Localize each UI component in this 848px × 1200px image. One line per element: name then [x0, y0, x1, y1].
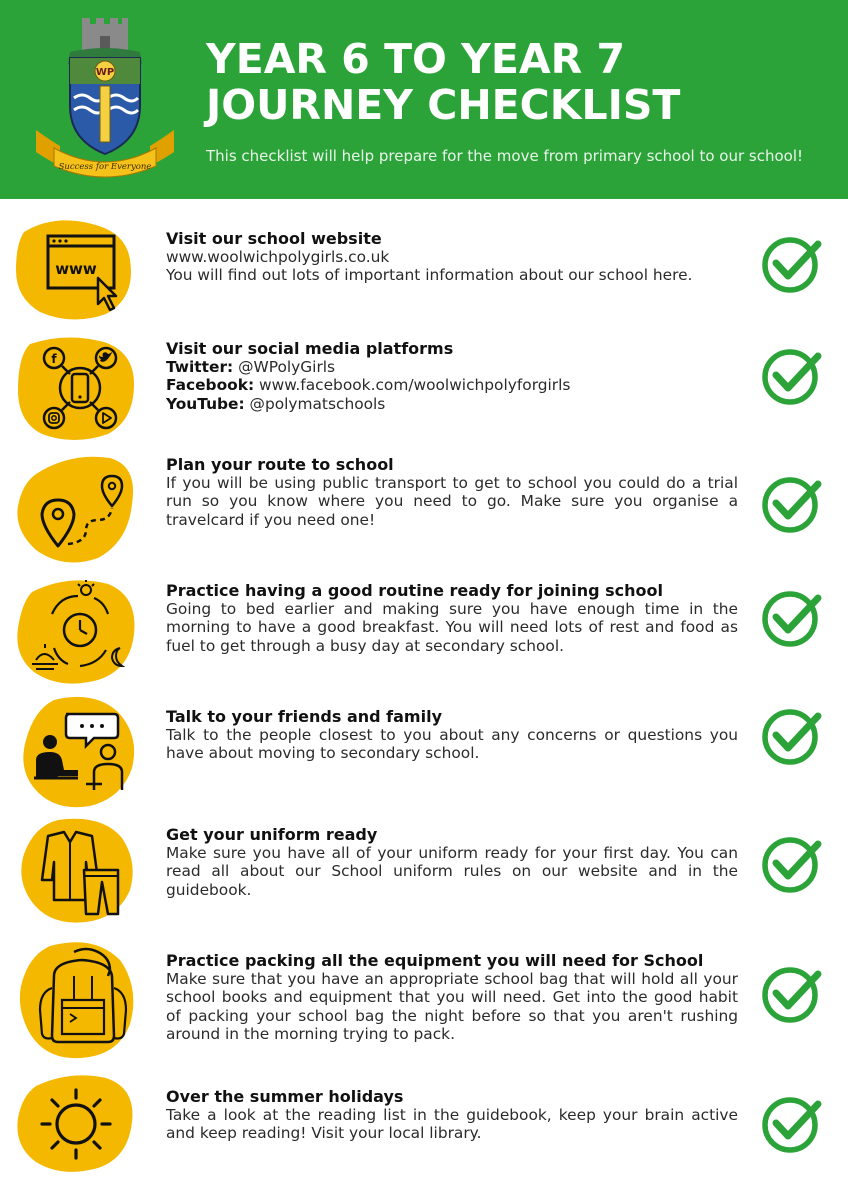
checklist-item-route [0, 446, 848, 570]
item-heading: Practice packing all the equipment you will need for School [166, 951, 704, 970]
checklist-item-friends-family [0, 690, 848, 812]
youtube-handle: @polymatschools [249, 394, 386, 413]
item-text [166, 826, 738, 899]
page-subtitle: This checklist will help prepare for the move from primary school to our school! [206, 147, 803, 165]
daily-routine-clock-icon [14, 574, 138, 688]
svg-text:f: f [51, 352, 57, 366]
item-heading: Get your uniform ready [166, 825, 378, 844]
twitter-handle: @WPolyGirls [238, 358, 336, 377]
conversation-icon [14, 692, 138, 810]
checkmark-icon [760, 962, 826, 1024]
item-description: Take a look at the reading list in the guidebook, keep your brain active and keep reading! Visit your local library. [166, 1106, 738, 1143]
item-text [166, 456, 738, 529]
item-text [166, 952, 738, 1043]
checkmark-icon [760, 472, 826, 534]
backpack-icon [14, 936, 138, 1062]
facebook-label: Facebook: [166, 376, 255, 395]
checkmark-icon [760, 344, 826, 406]
checklist-item-website [0, 218, 848, 328]
item-description: You will find out lots of important information about our school here. [166, 266, 693, 285]
item-description: Make sure you have all of your uniform ready for your first day. You can read all about our School uniform rules on our website and in the guidebook. [166, 844, 738, 899]
item-text [166, 582, 738, 655]
checklist-item-equipment [0, 932, 848, 1068]
item-heading: Plan your route to school [166, 455, 394, 474]
item-description: Talk to the people closest to you about any concerns or questions you have about moving to secondary school. [166, 726, 738, 763]
page-title-line-2: JOURNEY CHECKLIST [206, 81, 681, 129]
checkmark-icon [760, 586, 826, 648]
item-heading: Over the summer holidays [166, 1087, 404, 1106]
item-text [166, 230, 738, 285]
checkmark-icon [760, 704, 826, 766]
item-text [166, 1088, 738, 1143]
twitter-line [166, 358, 738, 376]
item-text [166, 340, 738, 413]
checkmark-icon [760, 232, 826, 294]
checklist-item-uniform [0, 812, 848, 932]
uniform-icon [14, 814, 138, 926]
item-heading: Visit our school website [166, 229, 382, 248]
item-description: Make sure that you have an appropriate school bag that will hold all your school books and equipment that you will need. Get into the good habit of packing your school bag the night before so that you aren't rushing around in the morning trying to pack. [166, 970, 738, 1043]
checklist-item-social-media [0, 328, 848, 446]
item-heading: Visit our social media platforms [166, 339, 454, 358]
checklist-item-summer [0, 1068, 848, 1192]
website-icon-label: www [55, 260, 97, 278]
checklist-item-routine [0, 570, 848, 690]
youtube-label: YouTube: [166, 394, 245, 413]
item-description: Going to bed earlier and making sure you have enough time in the morning to have a good breakfast. You will need lots of rest and food as fuel to get through a busy day at secondary school. [166, 600, 738, 655]
crest-initials: WP [95, 67, 115, 78]
item-description: If you will be using public transport to get to school you could do a trial run so you know where you need to go. Make sure you organise a travelcard if you need one! [166, 474, 738, 529]
youtube-line [166, 395, 738, 413]
website-url: www.woolwichpolygirls.co.uk [166, 248, 390, 267]
header-banner [0, 0, 848, 199]
school-crest-logo [30, 18, 180, 178]
checkmark-icon [760, 832, 826, 894]
twitter-label: Twitter: [166, 358, 234, 377]
website-icon [14, 218, 138, 322]
item-heading: Practice having a good routine ready for joining school [166, 581, 664, 600]
sun-icon [14, 1072, 138, 1174]
page-title-line-1: YEAR 6 TO YEAR 7 [206, 35, 625, 83]
facebook-line [166, 376, 738, 394]
route-map-icon [14, 450, 138, 568]
social-media-icon [14, 334, 138, 442]
item-text [166, 708, 738, 763]
facebook-url: www.facebook.com/woolwichpolyforgirls [259, 376, 571, 395]
page-title [206, 36, 680, 128]
crest-motto: Success for Everyone [58, 162, 152, 172]
checkmark-icon [760, 1092, 826, 1154]
item-heading: Talk to your friends and family [166, 707, 442, 726]
